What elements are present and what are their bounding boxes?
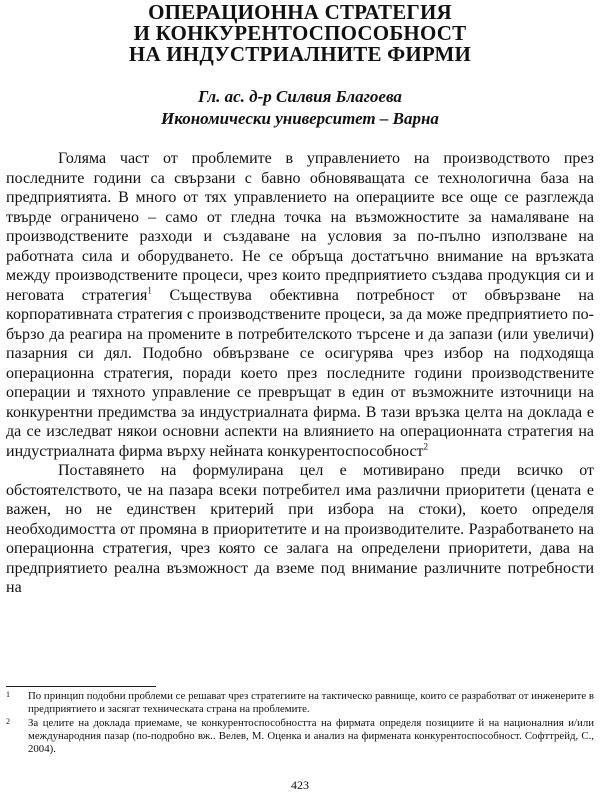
author-block xyxy=(0,86,600,130)
footnote-1-mark: 1 xyxy=(6,690,10,699)
author-affiliation: Икономически университет – Варна xyxy=(161,109,439,128)
title-line-3: НА ИНДУСТРИАЛНИТЕ ФИРМИ xyxy=(128,42,472,66)
footnotes xyxy=(6,690,594,757)
paragraph-2: Поставянето на формулирана цел е мотивирано преди всичко от обстоятелството, че на пазара всеки потребител има различни приоритети (цената е важен, но не единствен критерий при избора на стоки), което определя необходимостта от промяна в приоритетите и на производителите. Разработването на операционна стратегия, чрез която се залага на определени приоритети, дава на предприятието реална възможност да вземе под внимание различните потребности на xyxy=(6,462,594,596)
footnote-2 xyxy=(6,717,594,756)
paragraph-1-part-a: Голяма част от проблемите в управлението на производството през последните години са свързани с бавно обновяващата се технологична база на предприятията. В много от тях управлението на операциите все още се разглежда твърде ограничено – само от гледна точка на възможностите за намаляване на производствените разходи и създаване на условия за по-пълно използване на работната сила и оборудването. Не се обръща достатъчно внимание на връзката между производствените процеси, чрез които предприятието създава продукция си и неговата стратегия xyxy=(6,150,594,304)
footnote-2-mark: 2 xyxy=(6,717,10,726)
footnote-1-text: По принцип подобни проблеми се решават чрез стратегиите на тактическо равнище, които се разработват от инженерите в предприятието и засягат техническата страна на проблемите. xyxy=(28,690,594,715)
paragraph-1 xyxy=(6,149,594,461)
paper-title xyxy=(0,2,600,65)
footnote-divider xyxy=(6,686,156,687)
footnote-1 xyxy=(6,690,594,716)
body-text xyxy=(6,149,594,598)
footnote-ref-1: 1 xyxy=(147,285,152,296)
title-line-1: ОПЕРАЦИОННА СТРАТЕГИЯ xyxy=(148,0,452,24)
footnote-ref-2: 2 xyxy=(423,441,429,452)
paragraph-1-part-b: Съществува обективна потребност от обвързване на корпоративната стратегия с производствените процеси, за да може предприятието по-бързо да реагира на промените в потребителското търсене и да запази (или увеличи) пазарния си дял. Подобно обвързване се осигурява чрез избор на подходяща операционна стратегия, поради което през последните години производствените операции и тяхното управление се превръщат в един от възможните източници на конкурентни предимства за индустриалната фирма. В тази връзка целта на доклада е да се изследват някои основни аспекти на влиянието на операционната стратегия на индустриалната фирма върху нейната конкурентоспособност xyxy=(6,286,595,460)
footnote-2-text: За целите на доклада приемаме, че конкурентоспособността на фирмата определя позициите й на националния и/или международния пазар (по-подробно вж.. Велев, М. Оценка и анализ на фирмената конкурентоспособност. Софттрейд, С., 2004). xyxy=(28,717,594,755)
title-line-2: И КОНКУРЕНТОСПОСОБНОСТ xyxy=(133,21,467,45)
author-name: Гл. ас. д-р Силвия Благоева xyxy=(198,87,402,106)
page-number: 423 xyxy=(291,778,309,792)
